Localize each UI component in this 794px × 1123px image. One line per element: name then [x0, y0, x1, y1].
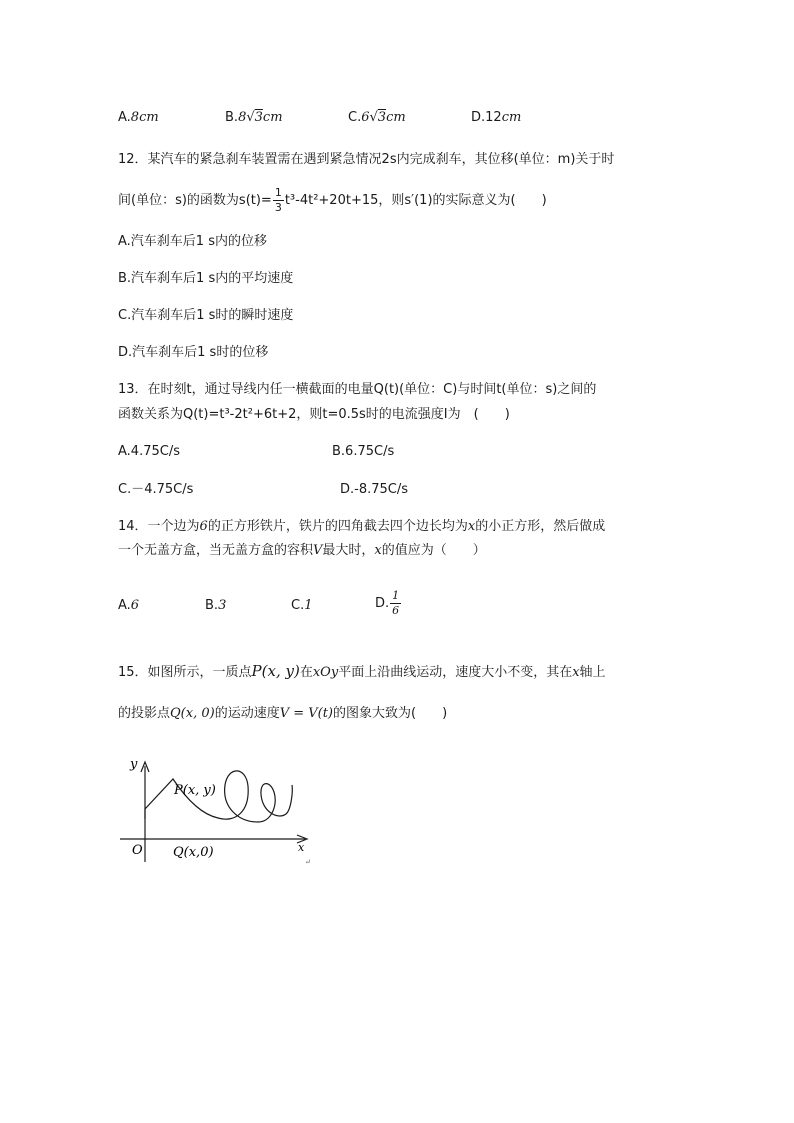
option-label: B.: [205, 598, 219, 613]
option-value: 12: [485, 110, 502, 125]
q11-option-c: [348, 109, 406, 127]
option-label: D.: [471, 110, 486, 125]
stem-text: 15．如图所示，一质点: [118, 665, 252, 680]
q11-option-d: [471, 109, 521, 127]
q12-option-b: B.汽车刹车后1 s内的平均速度: [118, 271, 294, 286]
q14-stem-line-2: [118, 542, 486, 560]
q13-stem-line-2: 函数关系为Q(t)=t³-2t²+6t+2，则t=0.5s时的电流强度I为 ( ): [118, 407, 510, 422]
math-expr: V = V(t): [279, 706, 334, 721]
option-value: 6: [130, 598, 140, 613]
stem-text: t³-4t²+20t+15，则s′(1)的实际意义为( ): [284, 193, 547, 208]
q15-figure: [110, 752, 320, 867]
origin-label: O: [132, 843, 143, 858]
option-unit: cm: [139, 110, 159, 125]
x-axis-label: x: [298, 841, 305, 854]
stem-text: 的正方形铁片，铁片的四角截去四个边长均为: [207, 519, 468, 534]
stem-text: 平面上沿曲线运动，速度大小不变，其在: [338, 665, 573, 680]
motion-curve: [145, 771, 292, 822]
stem-text: 间(单位：s)的函数为s(t)=: [118, 193, 272, 208]
paragraph-mark-icon: ↵: [305, 858, 311, 866]
stem-text: 的投影点: [118, 706, 171, 721]
stem-text: 最大时，: [322, 543, 375, 558]
fraction: [273, 186, 284, 215]
math-var: x: [374, 543, 382, 558]
option-value: 8: [238, 110, 247, 125]
q14-option-b: [205, 597, 226, 615]
q12-option-a: A.汽车刹车后1 s内的位移: [118, 234, 267, 249]
q13-option-a: A.4.75C/s: [118, 444, 180, 459]
option-label: C.: [291, 598, 305, 613]
sqrt-radicand: 3: [254, 110, 263, 125]
sqrt-sign: √: [369, 110, 378, 125]
option-unit: cm: [501, 110, 522, 125]
fraction-denominator: 3: [274, 201, 282, 214]
q13-stem-line-1: 13．在时刻t，通过导线内任一横截面的电量Q(t)(单位：C)与时间t(单位：s)之间的: [118, 382, 597, 397]
math-var: x: [572, 665, 580, 680]
q12-option-c: C.汽车刹车后1 s时的瞬时速度: [118, 308, 294, 323]
option-label: A.: [118, 110, 131, 125]
stem-text: 14．一个边为: [118, 519, 200, 534]
q13-option-b: B.6.75C/s: [332, 444, 395, 459]
option-label: B.: [225, 110, 239, 125]
y-axis-label: y: [130, 757, 138, 772]
q14-option-a: [118, 597, 139, 615]
fraction-numerator: 1: [274, 186, 282, 199]
option-value: 6: [361, 110, 370, 125]
q11-option-b: [225, 109, 283, 127]
fraction-denominator: 6: [392, 604, 400, 617]
q14-option-d: [375, 589, 402, 618]
stem-text: 的值应为（ ）: [381, 543, 486, 558]
point-q-label: Q(x,0): [173, 845, 214, 860]
sqrt-sign: √: [246, 110, 255, 125]
math-expr: P(x, y): [251, 662, 300, 680]
math-expr: Q(x, 0): [170, 706, 215, 721]
q15-stem-line-1: [118, 662, 606, 682]
fraction-numerator: 1: [392, 589, 400, 602]
math-var: 6: [199, 519, 208, 534]
option-label: C.: [348, 110, 362, 125]
option-value: 1: [304, 598, 313, 613]
math-var: x: [467, 519, 476, 534]
q13-option-d: D.-8.75C/s: [340, 482, 409, 497]
option-unit: cm: [386, 110, 406, 125]
math-expr: xOy: [312, 665, 339, 680]
option-unit: cm: [262, 110, 283, 125]
option-label: A.: [118, 598, 131, 613]
stem-text: 的图象大致为( ): [333, 706, 448, 721]
q12-stem-line-2: [118, 186, 547, 215]
q14-option-c: [291, 597, 313, 615]
sqrt-radicand: 3: [377, 110, 387, 125]
stem-text: 的小正方形，然后做成: [475, 519, 606, 534]
stem-text: 在: [299, 665, 313, 680]
option-value: 3: [218, 598, 227, 613]
q15-stem-line-2: [118, 705, 447, 723]
stem-text: 的运动速度: [214, 706, 280, 721]
point-p-label: P(x, y): [174, 783, 216, 798]
fraction: [390, 589, 401, 618]
q12-stem-line-1: 12．某汽车的紧急刹车装置需在遇到紧急情况2s内完成刹车，其位移(单位：m)关于时: [118, 152, 615, 167]
option-label: D.: [375, 596, 390, 611]
option-value: 8: [130, 110, 140, 125]
stem-text: 一个无盖方盒，当无盖方盒的容积: [118, 543, 314, 558]
q11-option-a: [118, 109, 159, 127]
q13-option-c: C.－4.75C/s: [118, 482, 194, 497]
math-var: V: [313, 543, 323, 558]
q12-option-d: D.汽车刹车后1 s时的位移: [118, 345, 269, 360]
stem-text: 轴上: [579, 665, 606, 680]
q14-stem-line-1: [118, 518, 605, 536]
